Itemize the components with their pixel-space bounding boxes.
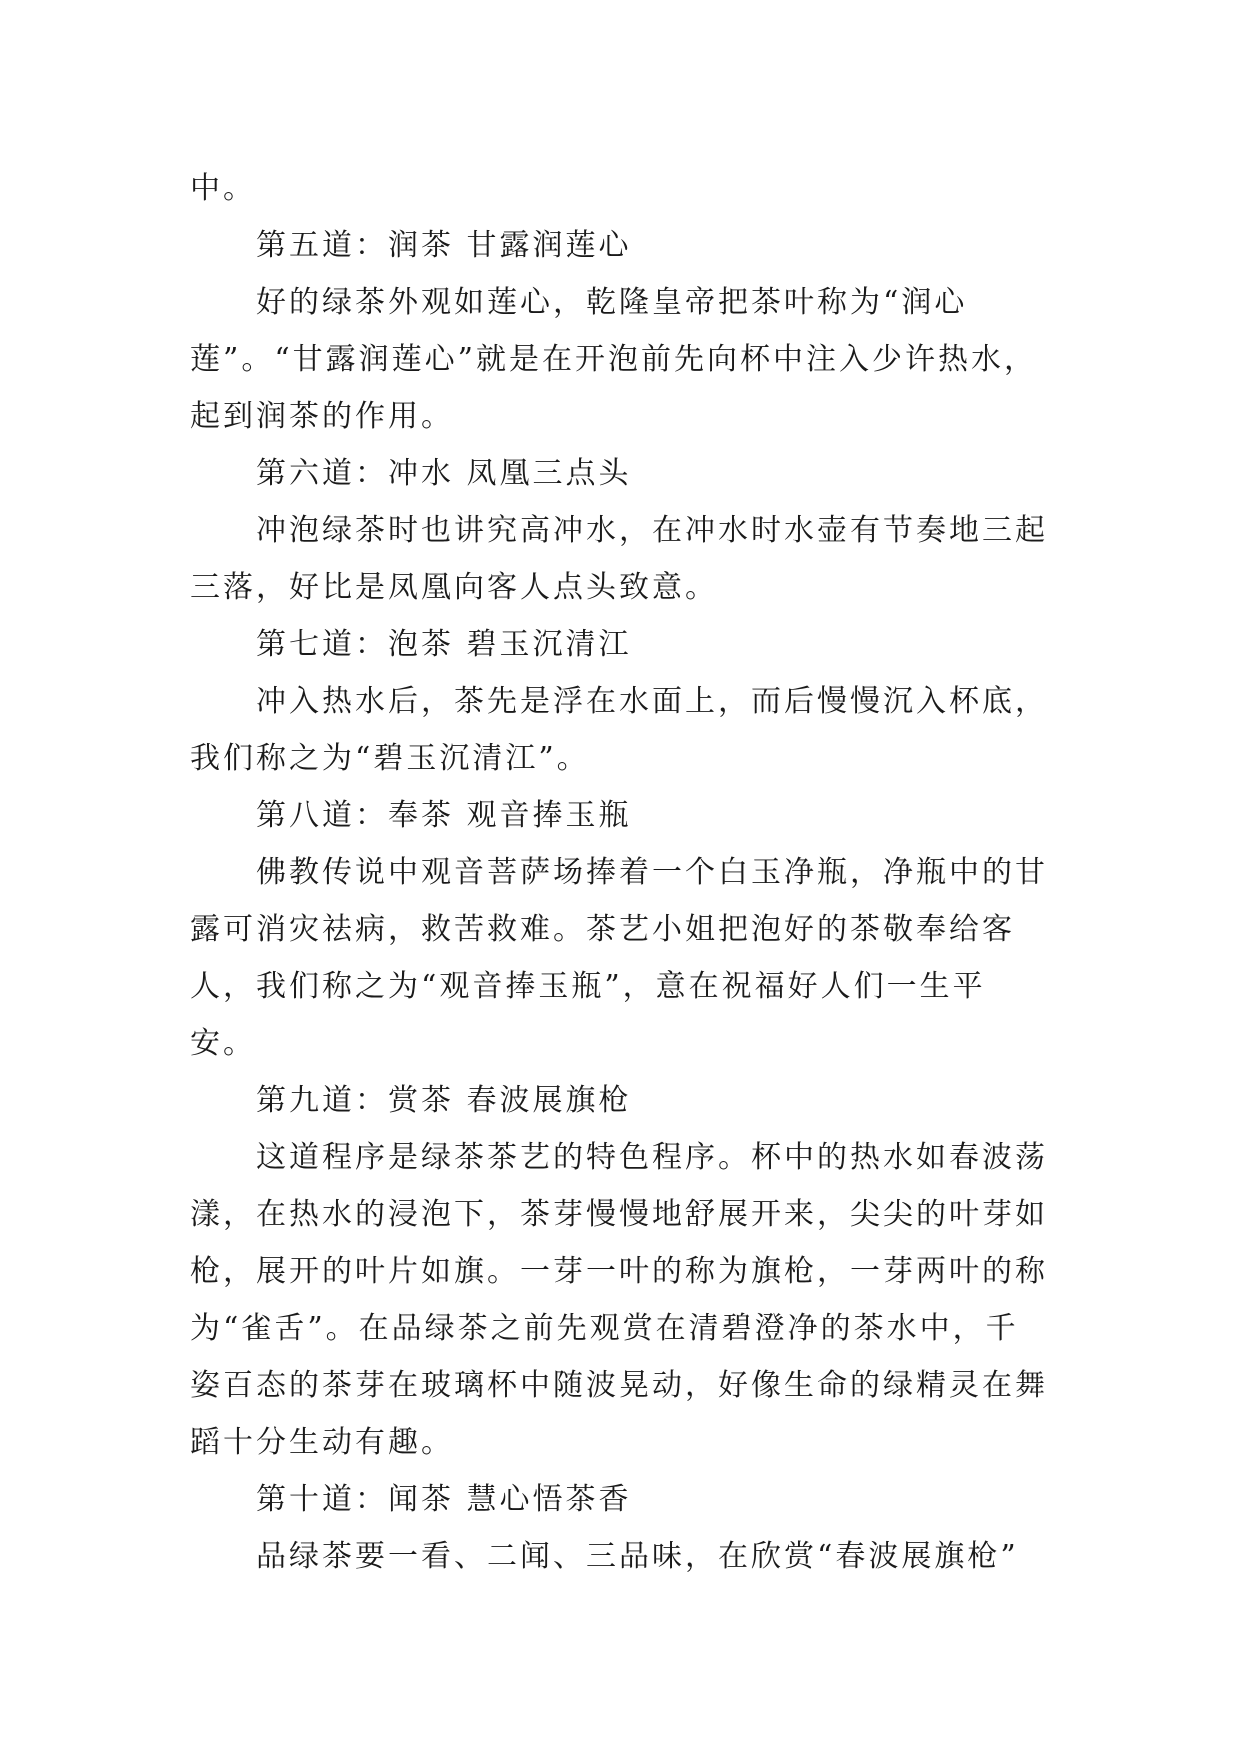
paragraph: 佛教传说中观音菩萨场捧着一个白玉净瓶，净瓶中的甘露可消灾祛病，救苦救难。茶艺小姐把泡好的茶敬奉给客人，我们称之为“观音捧玉瓶”，意在祝福好人们一生平安。: [190, 855, 1048, 1061]
paragraph: 冲入热水后，茶先是浮在水面上，而后慢慢沉入杯底，我们称之为“碧玉沉清江”。: [190, 684, 1048, 776]
section-heading-10: 第十道：闻茶 慧心悟茶香: [256, 1482, 632, 1517]
section-heading-9: 第九道：赏茶 春波展旗枪: [256, 1083, 632, 1118]
paragraph: 品绿茶要一看、二闻、三品味，在欣赏“春波展旗枪”: [256, 1539, 1019, 1574]
paragraph-continuation: 中。: [190, 171, 256, 206]
section-heading-7: 第七道：泡茶 碧玉沉清江: [256, 627, 632, 662]
section-heading-8: 第八道：奉茶 观音捧玉瓶: [256, 798, 632, 833]
paragraph: 好的绿茶外观如莲心，乾隆皇帝把茶叶称为“润心莲”。“甘露润莲心”就是在开泡前先向杯中注入少许热水，起到润茶的作用。: [190, 285, 1038, 434]
section-heading-6: 第六道：冲水 凤凰三点头: [256, 456, 632, 491]
paragraph: 冲泡绿茶时也讲究高冲水，在冲水时水壶有节奏地三起三落，好比是凤凰向客人点头致意。: [190, 513, 1048, 605]
section-heading-5: 第五道：润茶 甘露润莲心: [256, 228, 632, 263]
paragraph: 这道程序是绿茶茶艺的特色程序。杯中的热水如春波荡漾，在热水的浸泡下，茶芽慢慢地舒展开来，尖尖的叶芽如枪，展开的叶片如旗。一芽一叶的称为旗枪，一芽两叶的称为“雀舌”。在品绿茶之前先观赏在清碧澄净的茶水中，千姿百态的茶芽在玻璃杯中随波晃动，好像生命的绿精灵在舞蹈十分生动有趣。: [190, 1140, 1048, 1460]
document-body: [190, 160, 1050, 1585]
